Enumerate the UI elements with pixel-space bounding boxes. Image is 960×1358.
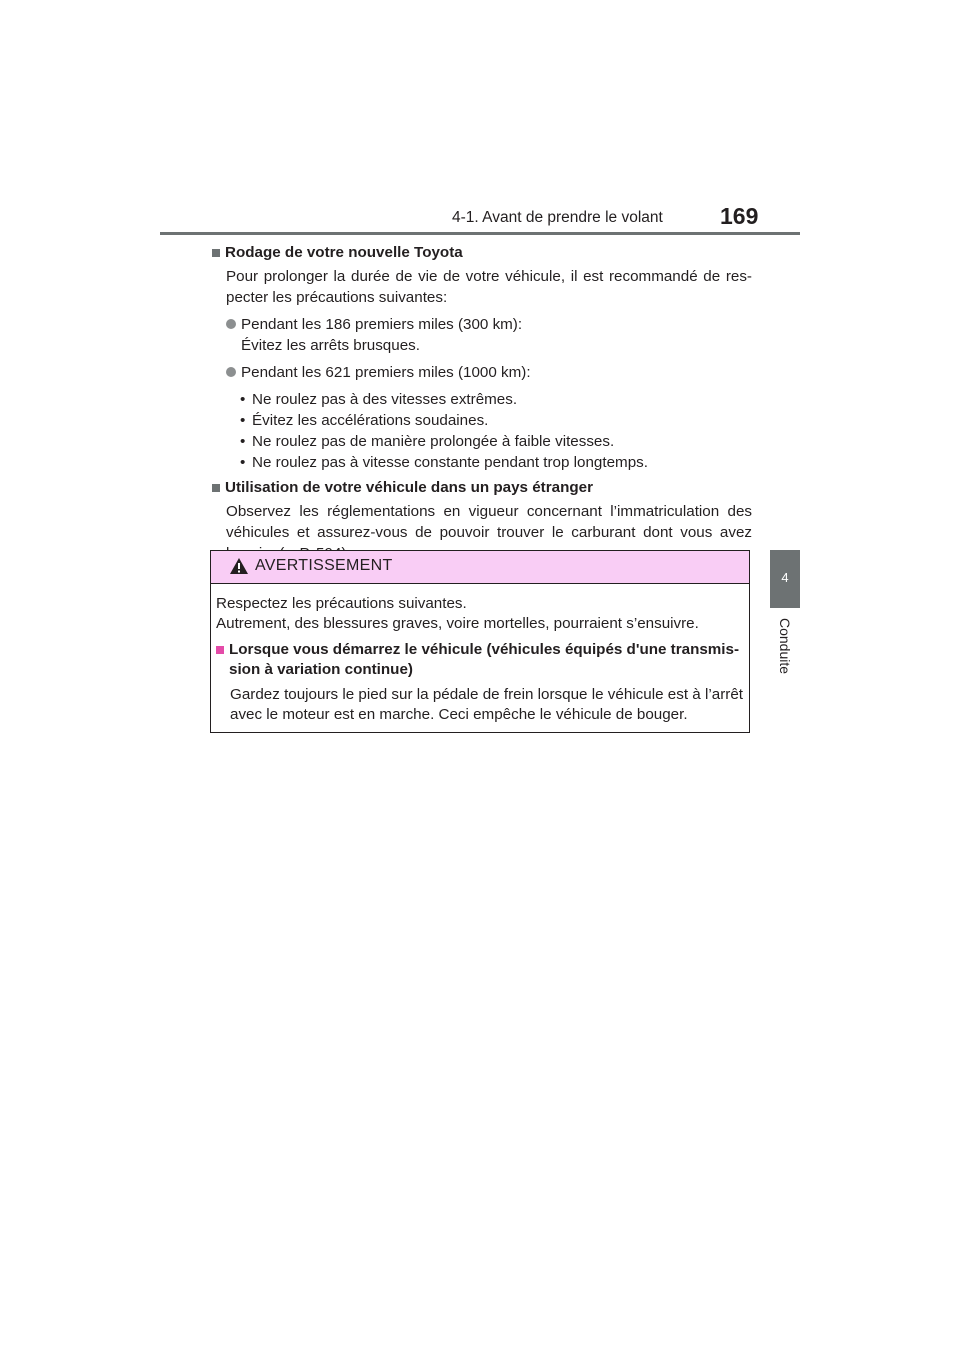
chapter-number: 4 bbox=[781, 570, 789, 585]
warning-box bbox=[210, 550, 750, 733]
main-content bbox=[212, 242, 752, 564]
sub-item-text: Évitez les accélérations soudaines. bbox=[252, 412, 489, 429]
section-body: Observez les réglementations en vigueur concernant l’immatriculation des véhicules et assurez-vous de pouvoir trouver le carburant dont vous avez bbox=[226, 503, 752, 541]
warning-triangle-icon bbox=[229, 557, 249, 575]
bullet-text: Pendant les 186 premiers miles (300 km): bbox=[241, 316, 523, 333]
sub-list-item: • Ne roulez pas de manière prolongée à faible vitesses. bbox=[240, 433, 615, 450]
sub-item-text: Ne roulez pas de manière prolongée à faible vitesses. bbox=[252, 433, 615, 450]
sub-item-text: Ne roulez pas à vitesse constante pendant trop longtemps. bbox=[252, 454, 648, 471]
header-rule bbox=[160, 232, 800, 235]
section-title: 4-1. Avant de prendre le volant bbox=[452, 209, 663, 226]
list-item bbox=[212, 362, 752, 383]
bullet-text-secondary: Évitez les arrêts brusques. bbox=[241, 337, 420, 354]
warning-intro-secondary: Autrement, des blessures graves, voire mortelles, pourraient s’ensuivre. bbox=[216, 615, 699, 632]
round-bullet-icon bbox=[226, 319, 236, 329]
warning-intro: Respectez les précautions suivantes. bbox=[216, 595, 467, 612]
section-heading-etranger bbox=[212, 477, 752, 498]
warning-item-body: Gardez toujours le pied sur la pédale de frein lorsque le véhicule est à l’arrêt avec le moteur est en marche. Ceci empêche le véhicule de bouger. bbox=[230, 686, 743, 723]
sub-list bbox=[212, 389, 752, 473]
heading-text: Rodage de votre nouvelle Toyota bbox=[225, 244, 463, 261]
warning-item-title: Lorsque vous démarrez le véhicule (véhicules équipés d'une transmis-sion à variation continue) bbox=[229, 641, 740, 678]
list-item bbox=[212, 314, 752, 356]
sub-list-item: • Ne roulez pas à des vitesses extrêmes. bbox=[240, 391, 518, 408]
section-heading-rodage bbox=[212, 242, 752, 263]
square-bullet-icon bbox=[212, 484, 220, 492]
heading-text: Utilisation de votre véhicule dans un pays étranger bbox=[225, 479, 593, 496]
chapter-label-container bbox=[770, 608, 800, 688]
bullet-text: Pendant les 621 premiers miles (1000 km): bbox=[241, 364, 531, 381]
warning-title: AVERTISSEMENT bbox=[255, 557, 393, 574]
sub-item-text: Ne roulez pas à des vitesses extrêmes. bbox=[252, 391, 518, 408]
sub-list-item: • Évitez les accélérations soudaines. bbox=[240, 412, 489, 429]
sub-list-item: • Ne roulez pas à vitesse constante pendant trop longtemps. bbox=[240, 454, 648, 471]
square-bullet-icon bbox=[216, 646, 224, 654]
square-bullet-icon bbox=[212, 249, 220, 257]
chapter-label: Conduite bbox=[777, 617, 793, 675]
section-body: Pour prolonger la durée de vie de votre véhicule, il est recommandé de res-pecter les précautions suivantes: bbox=[226, 268, 752, 306]
chapter-tab bbox=[770, 550, 800, 608]
round-bullet-icon bbox=[226, 367, 236, 377]
warning-header bbox=[211, 551, 749, 584]
warning-body bbox=[211, 584, 749, 725]
page-header bbox=[160, 200, 800, 230]
warning-item-heading bbox=[216, 640, 743, 680]
page-number: 169 bbox=[720, 203, 759, 229]
